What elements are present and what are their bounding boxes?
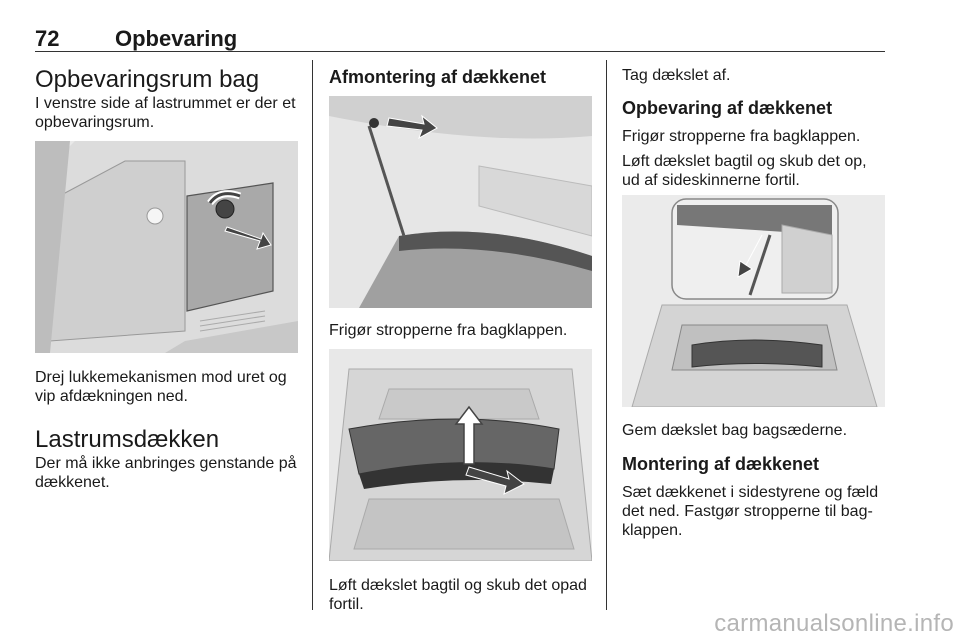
figure-caption: Løft dækslet bagtil og skub det opad fortil.: [329, 577, 587, 613]
body-text: Frigør stropperne fra bagklappen.: [622, 128, 861, 145]
header-divider: [35, 51, 885, 52]
column-2: [329, 66, 594, 88]
cover-lift-figure: [329, 349, 592, 561]
cover-lift-illustration: [329, 349, 592, 561]
section-heading: Opbevaringsrum bag: [35, 66, 260, 93]
figure-caption: Drej lukkemekanismen mod uret og vip afdækningen ned.: [35, 369, 287, 405]
section-heading: Montering af dækkenet: [622, 454, 820, 474]
section-heading: Lastrumsdækken: [35, 426, 220, 453]
cover-stowage-figure: [622, 195, 885, 407]
figure-caption: Frigør stropperne fra bagklappen.: [329, 322, 568, 339]
page-number: 72: [35, 26, 60, 51]
column-1-lower: [35, 368, 300, 492]
storage-compartment-figure: [35, 141, 298, 353]
body-text: I venstre side af lastrummet er der et opbevaringsrum.: [35, 95, 296, 131]
body-text: Tag dækslet af.: [622, 67, 731, 84]
figure-caption: Gem dækslet bag bagsæderne.: [622, 422, 848, 439]
column-3: [622, 66, 887, 190]
tailgate-strap-illustration: [329, 96, 592, 308]
watermark[interactable]: carmanualsonline.info: [714, 610, 954, 637]
body-text: Løft dækslet bagtil og skub det op, ud af sideskinnerne fortil.: [622, 153, 867, 189]
column-1: [35, 66, 300, 132]
column-2-caption-1: [329, 321, 594, 340]
body-text: Der må ikke anbringes genstande på dækkenet.: [35, 455, 297, 491]
column-2-caption-2: [329, 576, 594, 614]
section-heading: Opbevaring af dækkenet: [622, 98, 833, 118]
column-divider: [312, 60, 313, 610]
cover-stowage-illustration: [622, 195, 885, 407]
body-text: Sæt dækkenet i sidestyrene og fæld det ned. Fastgør stropperne til bag-klappen.: [622, 484, 879, 539]
tailgate-strap-figure: [329, 96, 592, 308]
page-title: Opbevaring: [115, 26, 238, 51]
column-divider: [606, 60, 607, 610]
column-3-lower: [622, 421, 887, 540]
section-heading: Afmontering af dækkenet: [329, 67, 547, 87]
storage-compartment-illustration: [35, 141, 298, 353]
